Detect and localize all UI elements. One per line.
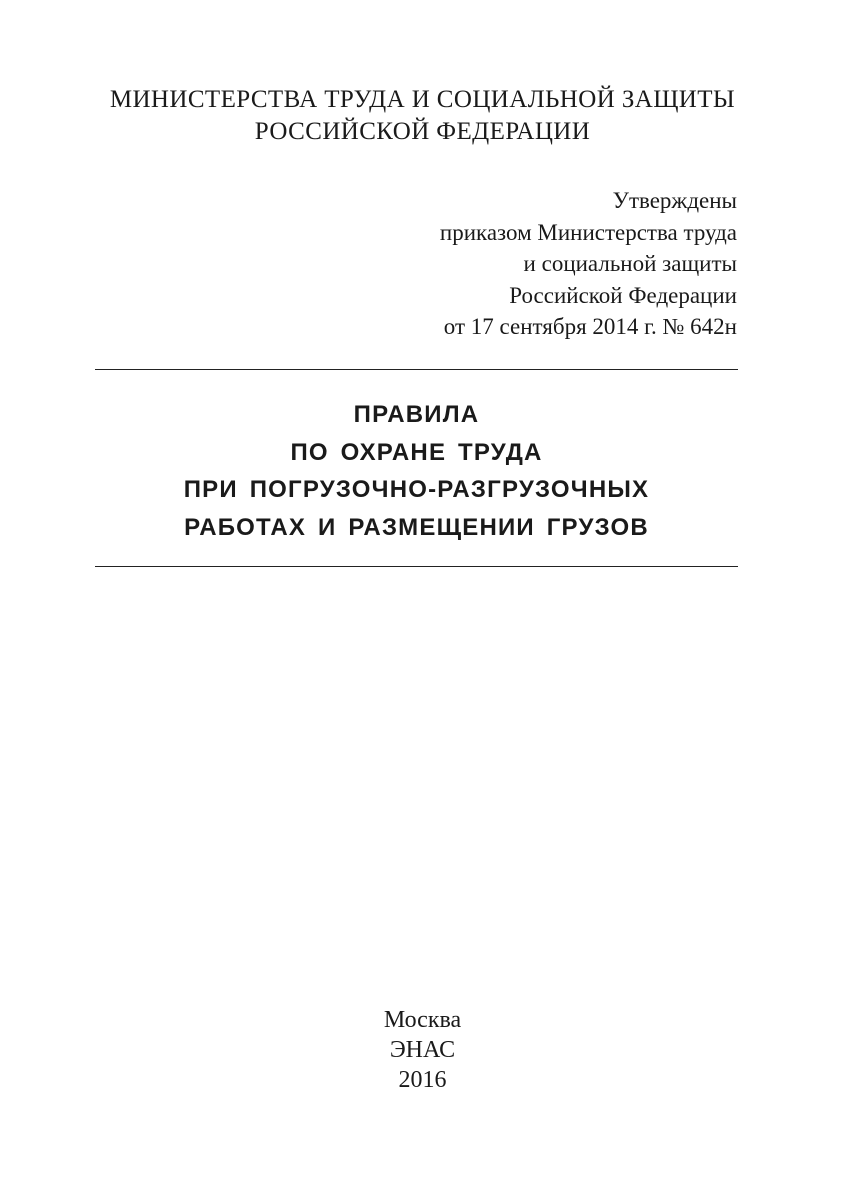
bottom-divider — [95, 566, 738, 567]
approval-line-5: от 17 сентября 2014 г. № 642н — [443, 314, 737, 339]
approval-line-3: и социальной защиты — [523, 251, 737, 276]
imprint — [0, 1005, 845, 1095]
document-title — [95, 396, 738, 546]
imprint-year: 2016 — [398, 1067, 447, 1093]
ministry-line-1: МИНИСТЕРСТВА ТРУДА И СОЦИАЛЬНОЙ ЗАЩИТЫ — [109, 86, 736, 113]
imprint-publisher: ЭНАС — [389, 1037, 456, 1063]
title-line-3: ПРИ ПОГРУЗОЧНО-РАЗГРУЗОЧНЫХ — [183, 476, 650, 503]
title-line-1: ПРАВИЛА — [353, 401, 480, 428]
imprint-city: Москва — [383, 1007, 462, 1033]
approval-block — [440, 185, 737, 343]
top-divider — [95, 369, 738, 370]
title-line-2: ПО ОХРАНЕ ТРУДА — [290, 438, 543, 466]
approval-line-1: Утверждены — [612, 188, 737, 213]
ministry-heading — [60, 84, 785, 148]
ministry-line-2: РОССИЙСКОЙ ФЕДЕРАЦИИ — [254, 118, 591, 145]
approval-line-4: Российской Федерации — [509, 282, 737, 308]
title-line-4: РАБОТАХ И РАЗМЕЩЕНИИ ГРУЗОВ — [184, 513, 649, 541]
approval-line-2: приказом Министерства труда — [439, 219, 737, 245]
